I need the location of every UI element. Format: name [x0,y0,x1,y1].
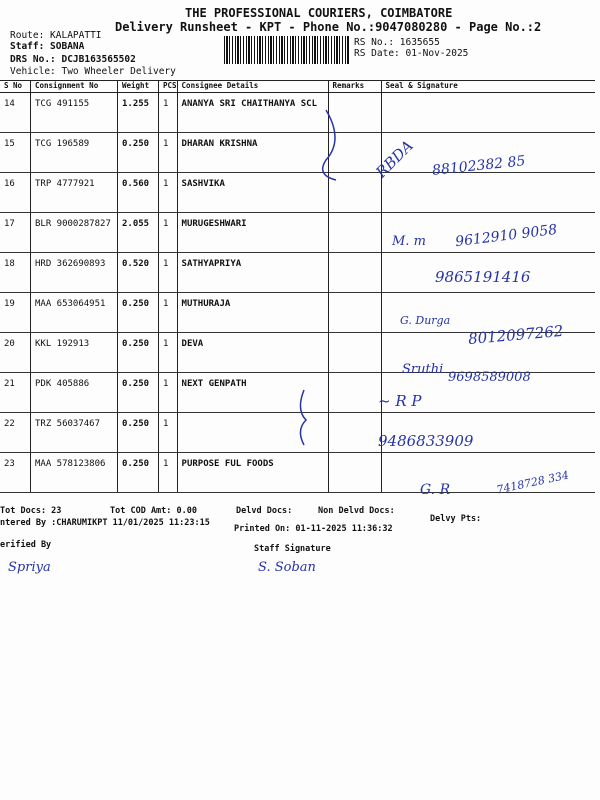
entered-by: ntered By :CHARUMIKPT 11/01/2025 11:23:15 [0,518,210,528]
row-consignee: MUTHURAJA [177,293,328,333]
phone-r20: 9698589008 [448,370,531,385]
col-signature: Seal & Signature [381,81,595,93]
rs-number: RS No.: 1635655 [354,37,440,48]
row-pcs: 1 [159,213,178,253]
row-pcs: 1 [159,173,178,213]
row-consignment: BLR 9000287827 [31,213,118,253]
row-sno: 19 [0,293,31,333]
row-pcs: 1 [159,133,178,173]
signature-r21: ~ R P [378,392,422,410]
signature-r19: G. Durga [400,314,451,327]
row-consignee: PURPOSE FUL FOODS [177,453,328,493]
row-sno: 20 [0,333,31,373]
signature-r15: RBDA [372,136,417,182]
row-weight: 0.250 [118,133,159,173]
row-consignment: TCG 196589 [31,133,118,173]
row-pcs: 1 [159,253,178,293]
verified-by: erified By [0,540,52,550]
staff-signature: S. Soban [258,560,316,575]
signature-r17: M. m [392,234,426,249]
route-label: Route: KALAPATTI [10,30,102,41]
row-pcs: 1 [159,373,178,413]
delivered-docs: Delvd Docs: [236,506,293,516]
delivery-points: Delvy Pts: [430,514,482,524]
signature-r23: G. R [420,482,451,498]
col-weight: Weight [118,81,159,93]
row-sno: 23 [0,453,31,493]
phone-r16: 88102382 85 [431,153,527,179]
row-sno: 21 [0,373,31,413]
row-consignee: NEXT GENPATH [177,373,328,413]
col-pcs: PCS [159,81,178,93]
row-weight: 1.255 [118,93,159,133]
row-signature [381,173,595,213]
col-consignee: Consignee Details [177,81,328,93]
row-consignment: TRZ 56037467 [31,413,118,453]
row-sno: 14 [0,93,31,133]
col-sno: S No [0,81,31,93]
row-weight: 0.250 [118,373,159,413]
total-docs: Tot Docs: 23 [0,506,62,516]
row-weight: 0.250 [118,413,159,453]
row-consignee: SASHVIKA [177,173,328,213]
row-consignee: DHARAN KRISHNA [177,133,328,173]
table-header-row [0,81,595,93]
row-weight: 0.560 [118,173,159,213]
row-pcs: 1 [159,333,178,373]
phone-r17: 9612910 9058 [454,221,559,251]
phone-r19: 8012097262 [467,321,565,349]
row-pcs: 1 [159,453,178,493]
row-sno: 22 [0,413,31,453]
col-consignment: Consignment No [31,81,118,93]
company-name: THE PROFESSIONAL COURIERS, COIMBATORE [185,6,453,20]
row-consignment: MAA 578123806 [31,453,118,493]
staff-label: Staff: SOBANA [10,41,85,52]
row-consignment: TRP 4777921 [31,173,118,213]
barcode [224,36,350,64]
phone-r23: 7418728 334 [495,468,571,497]
row-consignment: KKL 192913 [31,333,118,373]
row-weight: 0.250 [118,333,159,373]
row-consignment: MAA 653064951 [31,293,118,333]
row-sno: 16 [0,173,31,213]
row-pcs: 1 [159,413,178,453]
row-sno: 18 [0,253,31,293]
phone-r22: 9486833909 [378,432,474,450]
row-signature [381,93,595,133]
row-consignment: HRD 362690893 [31,253,118,293]
row-weight: 0.250 [118,293,159,333]
row-sno: 15 [0,133,31,173]
rs-date: RS Date: 01-Nov-2025 [354,48,469,59]
row-sno: 17 [0,213,31,253]
drs-number: DRS No.: DCJB163565502 [10,54,136,65]
row-consignee: ANANYA SRI CHAITHANYA SCL [177,93,328,133]
row-consignee: MURUGESHWARI [177,213,328,253]
row-weight: 0.520 [118,253,159,293]
staff-signature-label: Staff Signature [254,544,331,554]
printed-on: Printed On: 01-11-2025 11:36:32 [234,524,393,534]
signature-r20: Sruthi [402,362,444,377]
row-weight: 2.055 [118,213,159,253]
verifier-signature: Spriya [8,560,51,575]
vehicle-label: Vehicle: Two Wheeler Delivery [10,66,176,77]
phone-r18: 9865191416 [435,268,531,286]
row-consignment: TCG 491155 [31,93,118,133]
row-consignee: SATHYAPRIYA [177,253,328,293]
non-delivered-docs: Non Delvd Docs: [318,506,395,516]
brace-marks [296,100,356,460]
total-cod: Tot COD Amt: 0.00 [110,506,197,516]
row-weight: 0.250 [118,453,159,493]
col-remarks: Remarks [328,81,381,93]
row-pcs: 1 [159,93,178,133]
row-consignee: DEVA [177,333,328,373]
row-pcs: 1 [159,293,178,333]
row-consignment: PDK 405886 [31,373,118,413]
runsheet-subtitle: Delivery Runsheet - KPT - Phone No.:9047080280 - Page No.:2 [115,20,542,34]
